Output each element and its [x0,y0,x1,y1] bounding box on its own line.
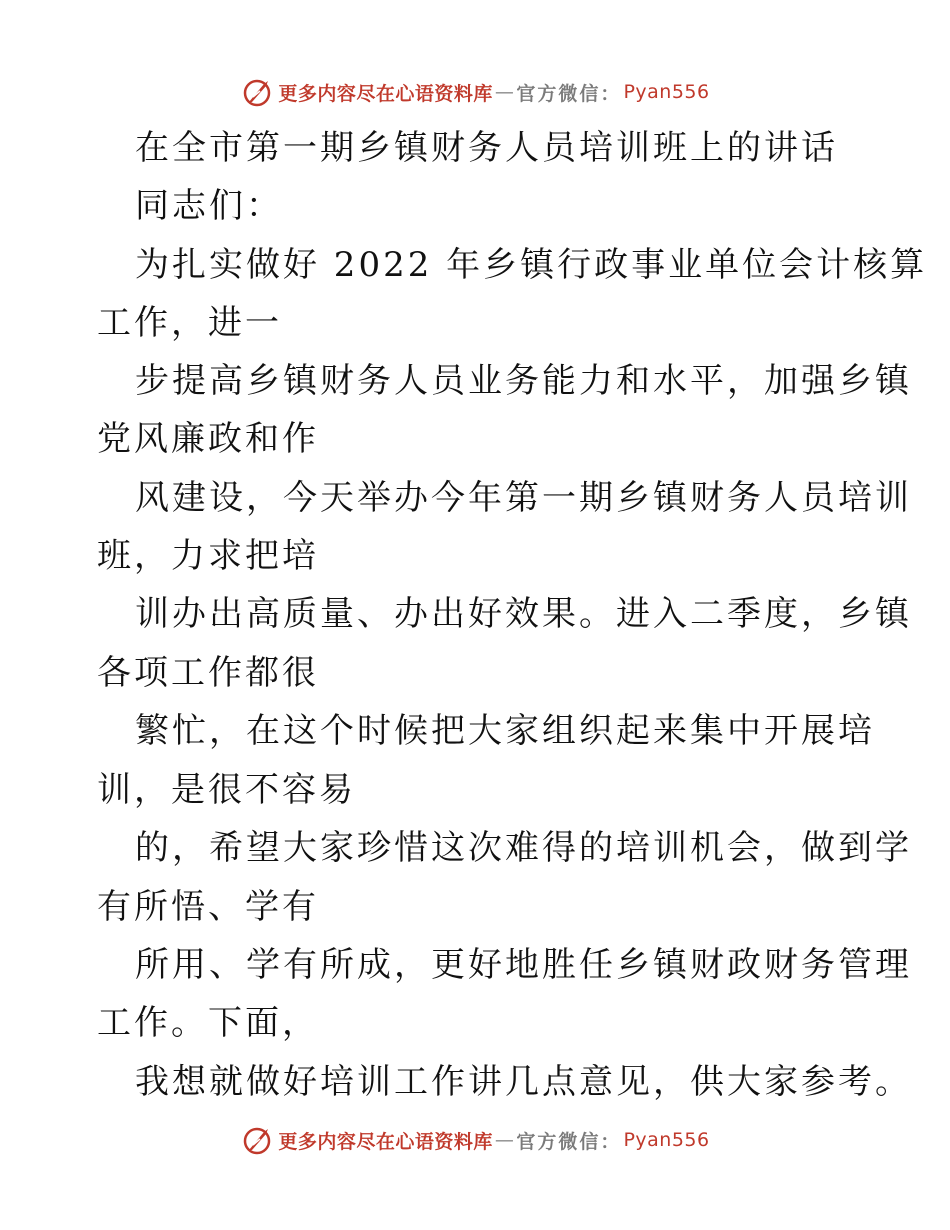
text-line: 为扎实做好 2022 年乡镇行政事业单位会计核算 [135,245,928,285]
watermark-id: Pyan556 [623,1129,710,1151]
watermark-text: 更多内容尽在心语资料库 [278,82,493,105]
watermark-official-label: 官方微信： [516,82,622,105]
watermark-text: 更多内容尽在心语资料库 [278,1130,493,1153]
text-line: 训办出高质量、办出好效果。进入二季度，乡镇 [135,594,912,634]
text-line: 步提高乡镇财务人员业务能力和水平，加强乡镇 [135,361,912,401]
text-line: 各项工作都很 [97,653,319,693]
text-line: 的，希望大家珍惜这次难得的培训机会，做到学 [135,828,912,868]
text-line: 所用、学有所成，更好地胜任乡镇财政财务管理 [135,945,912,985]
watermark-official-label: 官方微信： [516,1130,622,1153]
quill-pen-circle-icon [240,75,274,109]
text-line: 我想就做好培训工作讲几点意见，供大家参考。 [135,1062,912,1102]
text-line: 班，力求把培 [97,536,319,576]
footer-watermark [0,1120,950,1160]
text-line: 训，是很不容易 [97,770,356,810]
text-line: 有所悟、学有 [97,887,319,927]
document-title: 在全市第一期乡镇财务人员培训班上的讲话 [135,128,838,168]
watermark-separator: — [494,81,515,103]
text-line: 风建设，今天举办今年第一期乡镇财务人员培训 [135,478,912,518]
salutation: 同志们： [135,186,283,226]
text-line: 工作，进一 [97,303,282,343]
text-line: 工作。下面， [97,1003,319,1043]
watermark-separator: — [494,1129,515,1151]
text-line: 党风廉政和作 [97,419,319,459]
text-line: 繁忙，在这个时候把大家组织起来集中开展培 [135,711,875,751]
quill-pen-circle-icon [240,1123,274,1157]
watermark-id: Pyan556 [623,81,710,103]
header-watermark [0,72,950,112]
